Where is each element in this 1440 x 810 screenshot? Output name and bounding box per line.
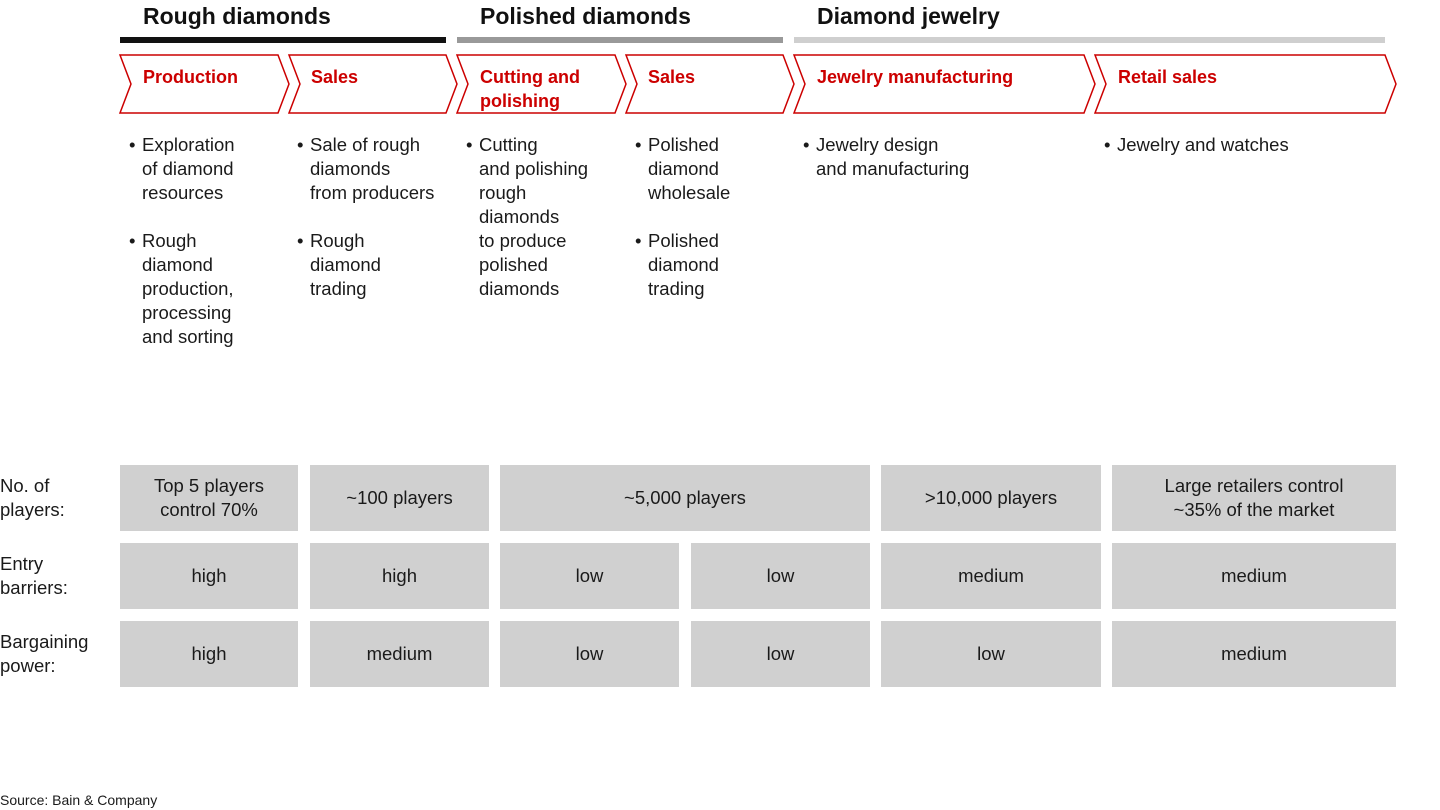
row-label-no-of-players: No. of players: <box>0 475 65 520</box>
bullet-item: • Exploration of diamond resources <box>129 133 235 205</box>
bullets-cutting-polishing <box>466 133 588 325</box>
stage-label-production: Production <box>143 67 238 87</box>
bullet-item: • Sale of rough diamonds from producers <box>297 133 434 205</box>
row-label-entry-barriers: Entry barriers: <box>0 553 68 598</box>
row-label-bargaining-power: Bargaining power: <box>0 631 89 676</box>
table-cell-bargaining-production: high <box>120 621 298 687</box>
stage-label-retail-sales: Retail sales <box>1118 67 1218 87</box>
table-cell-players-retail: Large retailers control ~35% of the market <box>1112 465 1396 531</box>
bullet-item: • Cutting and polishing rough diamonds to produce polished diamonds <box>466 133 588 301</box>
bullet-item: • Rough diamond production, processing and sorting <box>129 229 235 349</box>
table-cell-players-production: Top 5 players control 70% <box>120 465 298 531</box>
bullet-item: • Polished diamond wholesale <box>635 133 730 205</box>
bullets-production <box>129 133 235 373</box>
table-cell-bargaining-jewelry-manufacturing: low <box>881 621 1101 687</box>
group-title-rough-diamonds: Rough diamonds <box>143 3 331 29</box>
bullets-retail-sales <box>1104 133 1289 181</box>
group-title-diamond-jewelry: Diamond jewelry <box>817 3 1000 29</box>
bullet-item: • Jewelry design and manufacturing <box>803 133 969 181</box>
group-title-polished-diamonds: Polished diamonds <box>480 3 691 29</box>
table-cell-bargaining-retail: medium <box>1112 621 1396 687</box>
bullet-item: • Jewelry and watches <box>1104 133 1289 157</box>
stage-label-rough-sales: Sales <box>311 67 359 87</box>
table-cell-bargaining-cutting: low <box>500 621 679 687</box>
table-cell-bargaining-rough-sales: medium <box>310 621 489 687</box>
stage-label-jewelry-manufacturing: Jewelry manufacturing <box>817 67 1014 87</box>
table-cell-entry-cutting: low <box>500 543 679 609</box>
stage-label-polished-sales: Sales <box>648 67 696 87</box>
table-cell-bargaining-polished-sales: low <box>691 621 870 687</box>
bullets-polished-sales <box>635 133 730 325</box>
table-cell-players-rough-sales: ~100 players <box>310 465 489 531</box>
table-cell-players-jewelry-manufacturing: >10,000 players <box>881 465 1101 531</box>
bullets-jewelry-manufacturing <box>803 133 969 205</box>
bullet-item: • Rough diamond trading <box>297 229 434 301</box>
table-cell-entry-jewelry-manufacturing: medium <box>881 543 1101 609</box>
table-cell-entry-rough-sales: high <box>310 543 489 609</box>
table-cell-entry-polished-sales: low <box>691 543 870 609</box>
table-cell-players-polished: ~5,000 players <box>500 465 870 531</box>
table-cell-entry-production: high <box>120 543 298 609</box>
table-cell-entry-retail: medium <box>1112 543 1396 609</box>
bullets-rough-sales <box>297 133 434 325</box>
source-note: Source: Bain & Company <box>0 792 158 808</box>
bullet-item: • Polished diamond trading <box>635 229 730 301</box>
stage-label-cutting-polishing: Cutting and polishing <box>480 67 580 111</box>
value-chain-chevrons <box>0 0 1440 120</box>
